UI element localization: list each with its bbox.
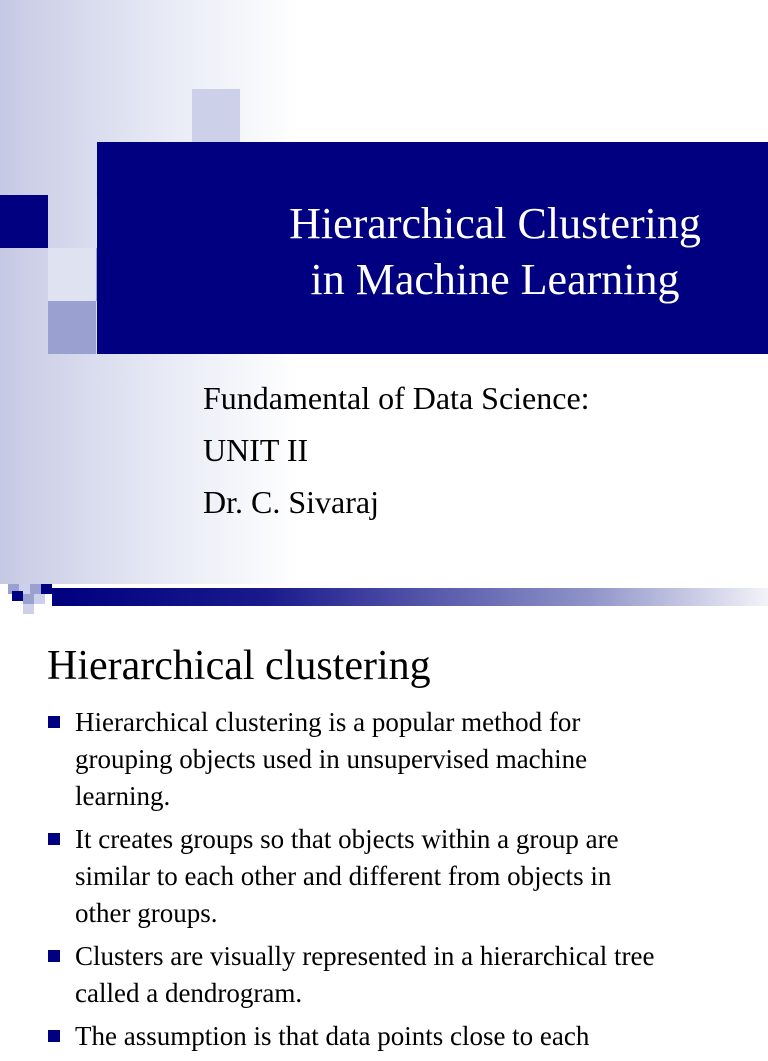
square-bullet-icon [48,833,60,845]
slide-divider [0,584,768,624]
divider-square [23,594,34,604]
author-name: Dr. C. Sivaraj [203,484,379,520]
unit-label: UNIT II [203,432,309,468]
decorative-square [48,301,96,354]
bullet-line: Hierarchical clustering is a popular method for [75,707,581,737]
bullet-line: similar to each other and different from objects in [75,861,612,891]
slide-title [240,196,750,308]
content-slide-title: Hierarchical clustering [47,643,431,689]
bullet-item [47,821,737,932]
bullet-list [47,704,737,1061]
divider-square [23,604,34,614]
bullet-item [47,1018,737,1055]
course-name: Fundamental of Data Science: [203,380,590,416]
bullet-item [47,938,737,1012]
square-bullet-icon [48,950,60,962]
square-bullet-icon [48,716,60,728]
bullet-line: learning. [75,781,171,811]
divider-gradient-bar [52,588,768,606]
bullet-line: It creates groups so that objects within a group are [75,824,619,854]
divider-square [34,594,45,604]
decorative-square [48,248,96,301]
slide-title-line: Hierarchical Clustering [289,199,701,248]
divider-square [41,584,52,594]
slide-subtitle [203,372,590,528]
bullet-line: The assumption is that data points close to each [75,1021,590,1051]
decorative-square [192,89,240,142]
bullet-line: other groups. [75,898,218,928]
slide-title-line: in Machine Learning [310,255,680,304]
divider-square [30,584,41,594]
divider-square [12,591,23,601]
bullet-line: grouping objects used in unsupervised machine [75,744,588,774]
bullet-line: Clusters are visually represented in a hierarchical tree [75,941,655,971]
bullet-item [47,704,737,815]
square-bullet-icon [48,1030,60,1042]
title-band-stub [0,195,48,248]
bullet-line: called a dendrogram. [75,978,303,1008]
